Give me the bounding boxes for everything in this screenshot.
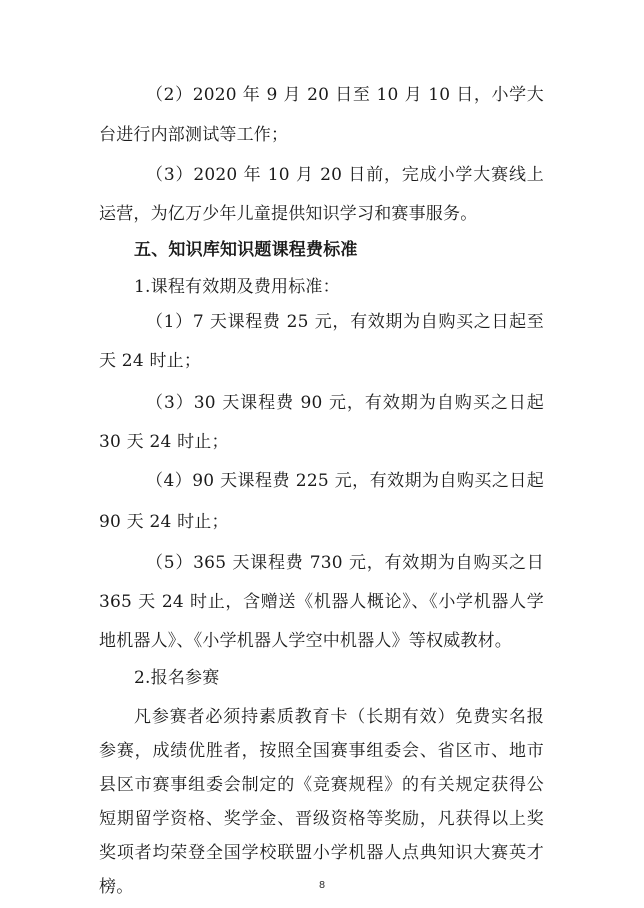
- text-line: （3）2020 年 10 月 20 日前，完成小学大赛线上: [146, 165, 544, 185]
- text-line: （3）30 天课程费 90 元，有效期为自购买之日起: [146, 393, 544, 413]
- text-line: 90 天 24 时止；: [99, 512, 229, 532]
- section-heading: 五、知识库知识题课程费标准: [134, 240, 358, 260]
- text-line: 2.报名参赛: [134, 668, 220, 688]
- text-line: 天 24 时止；: [99, 351, 202, 371]
- text-line: 参赛，成绩优胜者，按照全国赛事组委会、省区市、地市: [99, 741, 544, 761]
- text-line: 奖项者均荣登全国学校联盟小学机器人点典知识大赛英才: [99, 843, 544, 863]
- text-line: 榜。: [99, 877, 134, 897]
- text-line: 短期留学资格、奖学金、晋级资格等奖励，凡获得以上奖: [99, 809, 544, 829]
- page-number: 8: [318, 880, 326, 891]
- text-line: 30 天 24 时止；: [99, 432, 229, 452]
- text-line: 地机器人》、《小学机器人学空中机器人》等权威教材。: [99, 631, 512, 651]
- text-line: 台进行内部测试等工作；: [99, 125, 289, 145]
- text-line: 县区市赛事组委会制定的《竞赛规程》的有关规定获得公: [99, 775, 544, 795]
- text-line: 365 天 24 时止，含赠送《机器人概论》、《小学机器人学: [99, 592, 544, 612]
- text-line: （2）2020 年 9 月 20 日至 10 月 10 日，小学大: [146, 85, 544, 105]
- text-line: （1）7 天课程费 25 元，有效期为自购买之日起至: [146, 312, 544, 332]
- text-line: 1.课程有效期及费用标准：: [134, 277, 340, 297]
- text-line: （4）90 天课程费 225 元，有效期为自购买之日起: [146, 471, 544, 491]
- text-line: 凡参赛者必须持素质教育卡（长期有效）免费实名报: [134, 707, 544, 727]
- text-line: 运营，为亿万少年儿童提供知识学习和赛事服务。: [99, 204, 478, 224]
- text-line: （5）365 天课程费 730 元，有效期为自购买之日: [146, 553, 544, 573]
